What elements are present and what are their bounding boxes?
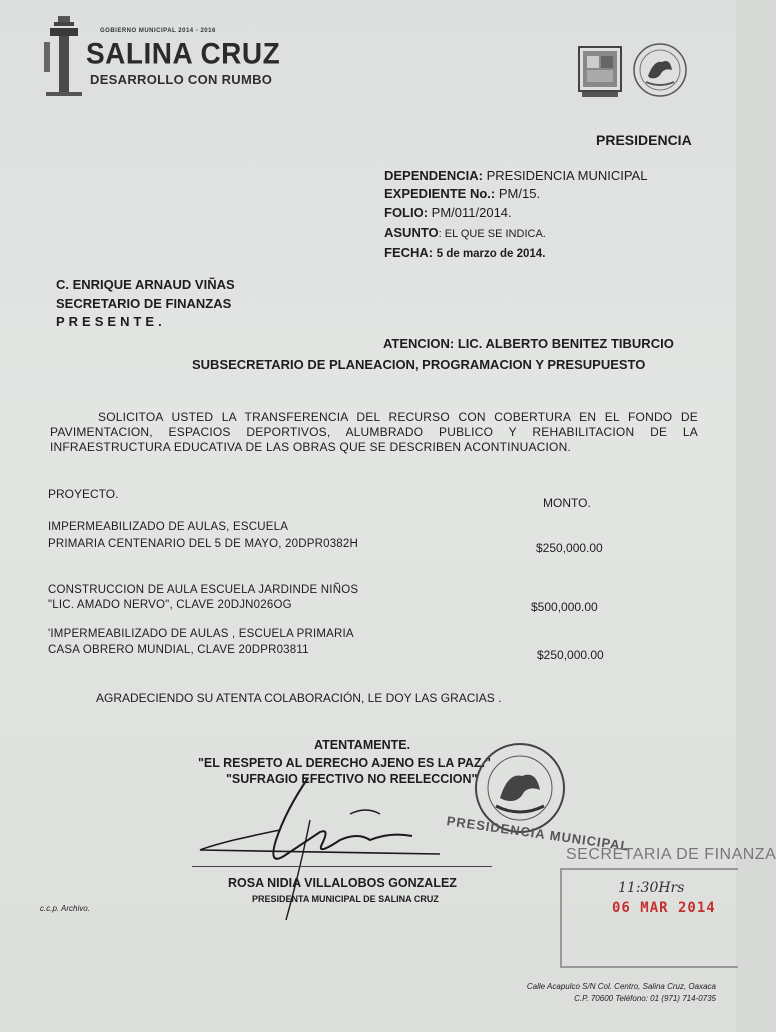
cc-archive: c.c.p. Archivo.: [40, 904, 90, 913]
project-row-1-amount: $250,000.00: [536, 541, 603, 555]
meta-dependencia: DEPENDENCIA: PRESIDENCIA MUNICIPAL: [384, 168, 648, 183]
meta-expediente: EXPEDIENTE No.: PM/15.: [384, 186, 541, 201]
project-row-2-amount: $500,000.00: [531, 600, 598, 614]
motto-line-1: "EL RESPETO AL DERECHO AJENO ES LA PAZ.": [198, 756, 491, 770]
handwritten-time: 11:30Hrs: [618, 880, 685, 896]
project-row-2-line1: CONSTRUCCION DE AULA ESCUELA JARDINDE NIÑOS: [48, 584, 359, 596]
attention-line: ATENCION: LIC. ALBERTO BENITEZ TIBURCIO: [383, 336, 674, 351]
addressee-presente: PRESENTE.: [56, 314, 166, 329]
meta-folio: FOLIO: PM/011/2014.: [384, 205, 512, 220]
closing-line: AGRADECIENDO SU ATENTA COLABORACIÓN, LE DOY LAS GRACIAS .: [96, 691, 502, 705]
city-tagline: DESARROLLO CON RUMBO: [90, 72, 273, 87]
project-row-3-amount: $250,000.00: [537, 648, 604, 662]
finance-stamp-title: SECRETARIA DE FINANZA: [566, 846, 776, 863]
municipal-shield-icon: [578, 46, 622, 98]
department-title: PRESIDENCIA: [596, 132, 692, 148]
footer-phone: C.P. 70600 Teléfono: 01 (971) 714-0735: [574, 994, 716, 1003]
government-period-label: GOBIERNO MUNICIPAL 2014 - 2016: [100, 28, 216, 34]
presidencia-stamp: PRESIDENCIA MUNICIPAL: [445, 813, 631, 854]
received-date: 06 MAR 2014: [612, 900, 716, 916]
addressee-role: SECRETARIO DE FINANZAS: [56, 296, 232, 311]
signer-role: PRESIDENTA MUNICIPAL DE SALINA CRUZ: [252, 894, 439, 904]
project-row-3-line2: CASA OBRERO MUNDIAL, CLAVE 20DPR03811: [48, 644, 309, 656]
addressee-name: C. ENRIQUE ARNAUD VIÑAS: [56, 277, 235, 292]
request-paragraph: SOLICITOA USTED LA TRANSFERENCIA DEL RECURSO CON COBERTURA EN EL FONDO DE PAVIMENTACION, ESPACIOS DEPORTIVOS, ALUMBRADO PUBLICO Y REHABILITACION DE LA INFRAESTRUCTURA EDUCATIVA DE LAS OBRAS QUE SE DESCRIBEN ACONTINUACION.: [50, 410, 698, 454]
project-column-header: PROYECTO.: [48, 487, 119, 501]
project-row-1-line1: IMPERMEABILIZADO DE AULAS, ESCUELA: [48, 521, 289, 533]
footer-address: Calle Acapulco S/N Col. Centro, Salina Cruz, Oaxaca: [526, 982, 716, 991]
project-row-1-line2: PRIMARIA CENTENARIO DEL 5 DE MAYO, 20DPR0382H: [48, 538, 359, 550]
handwritten-signature-icon: [190, 770, 490, 930]
amount-column-header: MONTO.: [543, 496, 591, 510]
city-logo-text: SALINA CRUZ: [86, 37, 281, 70]
lighthouse-logo-icon: [44, 12, 84, 98]
motto-line-2: "SUFRAGIO EFECTIVO NO REELECCION": [226, 772, 478, 786]
signature-line: [192, 866, 492, 867]
project-row-3-line1: 'IMPERMEABILIZADO DE AULAS , ESCUELA PRIMARIA: [48, 628, 354, 640]
project-row-2-line2: "LIC. AMADO NERVO", CLAVE 20DJN026OG: [48, 599, 292, 611]
meta-asunto: ASUNTO: EL QUE SE INDICA.: [384, 225, 546, 240]
atentamente: ATENTAMENTE.: [314, 738, 411, 752]
mexico-coat-of-arms-icon: [632, 42, 688, 98]
attention-role: SUBSECRETARIO DE PLANEACION, PROGRAMACION Y PRESUPUESTO: [192, 357, 646, 372]
meta-fecha: FECHA: 5 de marzo de 2014.: [384, 245, 546, 260]
signer-name: ROSA NIDIA VILLALOBOS GONZALEZ: [228, 876, 457, 890]
